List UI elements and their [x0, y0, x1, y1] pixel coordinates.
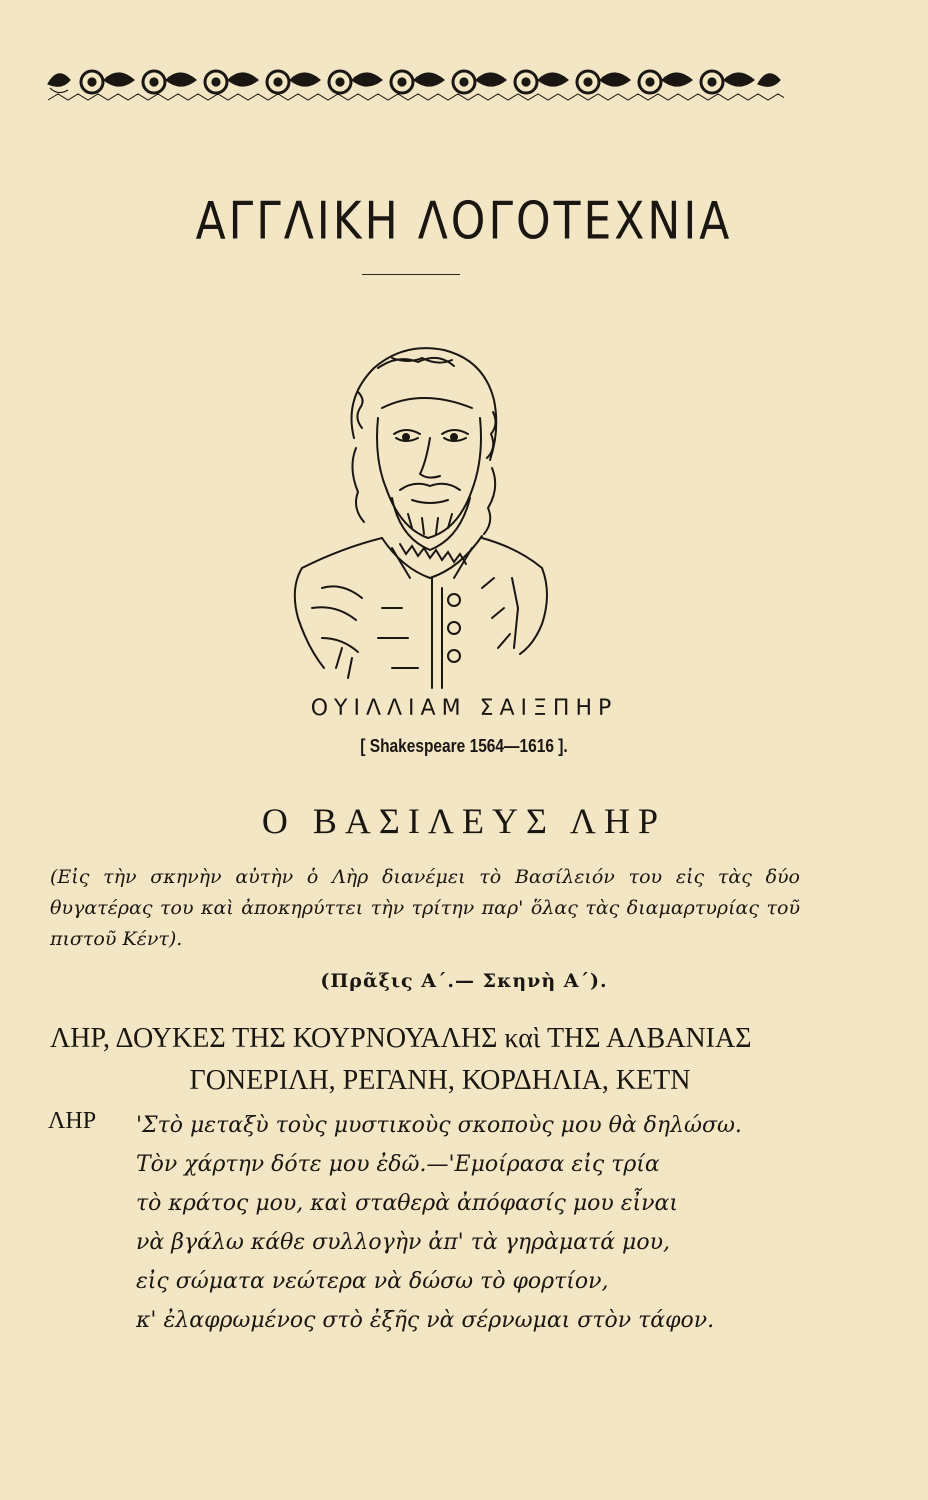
verse-line: κ' ἐλαφρωμένος στὸ ἐξῆς νὰ σέρνωμαι στὸν τάφον.: [136, 1308, 715, 1333]
title-divider: [362, 274, 460, 275]
verse-block: [136, 1106, 796, 1340]
character-list: [50, 1018, 800, 1102]
play-title: Ο ΒΑΣΙΛΕΥΣ ΛΗΡ: [261, 801, 667, 841]
verse-line: εἰς σώματα νεώτερα νὰ δώσω τὸ φορτίον,: [136, 1269, 609, 1294]
verse-line: νὰ βγάλω κάθε συλλογὴν ἀπ' τὰ γηρὰματά μου,: [136, 1230, 670, 1255]
speaker-name: ΛΗΡ: [48, 1108, 97, 1134]
character-list-line-1: ΛΗΡ, ΔΟΥΚΕΣ ΤΗΣ ΚΟΥΡΝΟΥΑΛΗΣ καὶ ΤΗΣ ΑΛΒΑΝΙΑΣ: [50, 1023, 752, 1054]
author-name: ΟΥΙΛΛΙΑΜ ΣΑΙΞΠΗΡ: [310, 696, 618, 721]
scene-heading: (Πρᾶξις Α΄.— Σκηνὴ Α΄).: [320, 970, 608, 992]
verse-line: τὸ κράτος μου, καὶ σταθερὰ ἀπόφασίς μου εἶναι: [136, 1191, 679, 1216]
shakespeare-portrait-icon: [282, 338, 552, 690]
character-list-line-2: ΓΟΝΕΡΙΛΗ, ΡΕΓΑΝΗ, ΚΟΡΔΗΛΙΑ, ΚΕΤΝ: [189, 1065, 691, 1096]
verse-line: Τὸν χάρτην δότε μου ἐδῶ.—'Εμοίρασα εἰς τρία: [136, 1152, 660, 1177]
decorative-header-ornament: [44, 62, 784, 110]
author-dates: [ Shakespeare 1564—1616 ].: [360, 736, 568, 756]
stage-direction: (Εἰς τὴν σκηνὴν αὐτὴν ὁ Λὴρ διανέμει τὸ Βασίλειόν του εἰς τὰς δύο θυγατέρας του καὶ ἀποκηρύττει τὴν τρίτην παρ' ὅλας τὰς διαμαρτυρίας τοῦ πιστοῦ Κέντ).: [50, 866, 800, 950]
page-title: ΑΓΓΛΙΚΗ ΛΟΓΟΤΕΧΝΙΑ: [195, 191, 733, 252]
verse-line: 'Στὸ μεταξὺ τοὺς μυστικοὺς σκοποὺς μου θὰ δηλώσω.: [136, 1113, 742, 1138]
